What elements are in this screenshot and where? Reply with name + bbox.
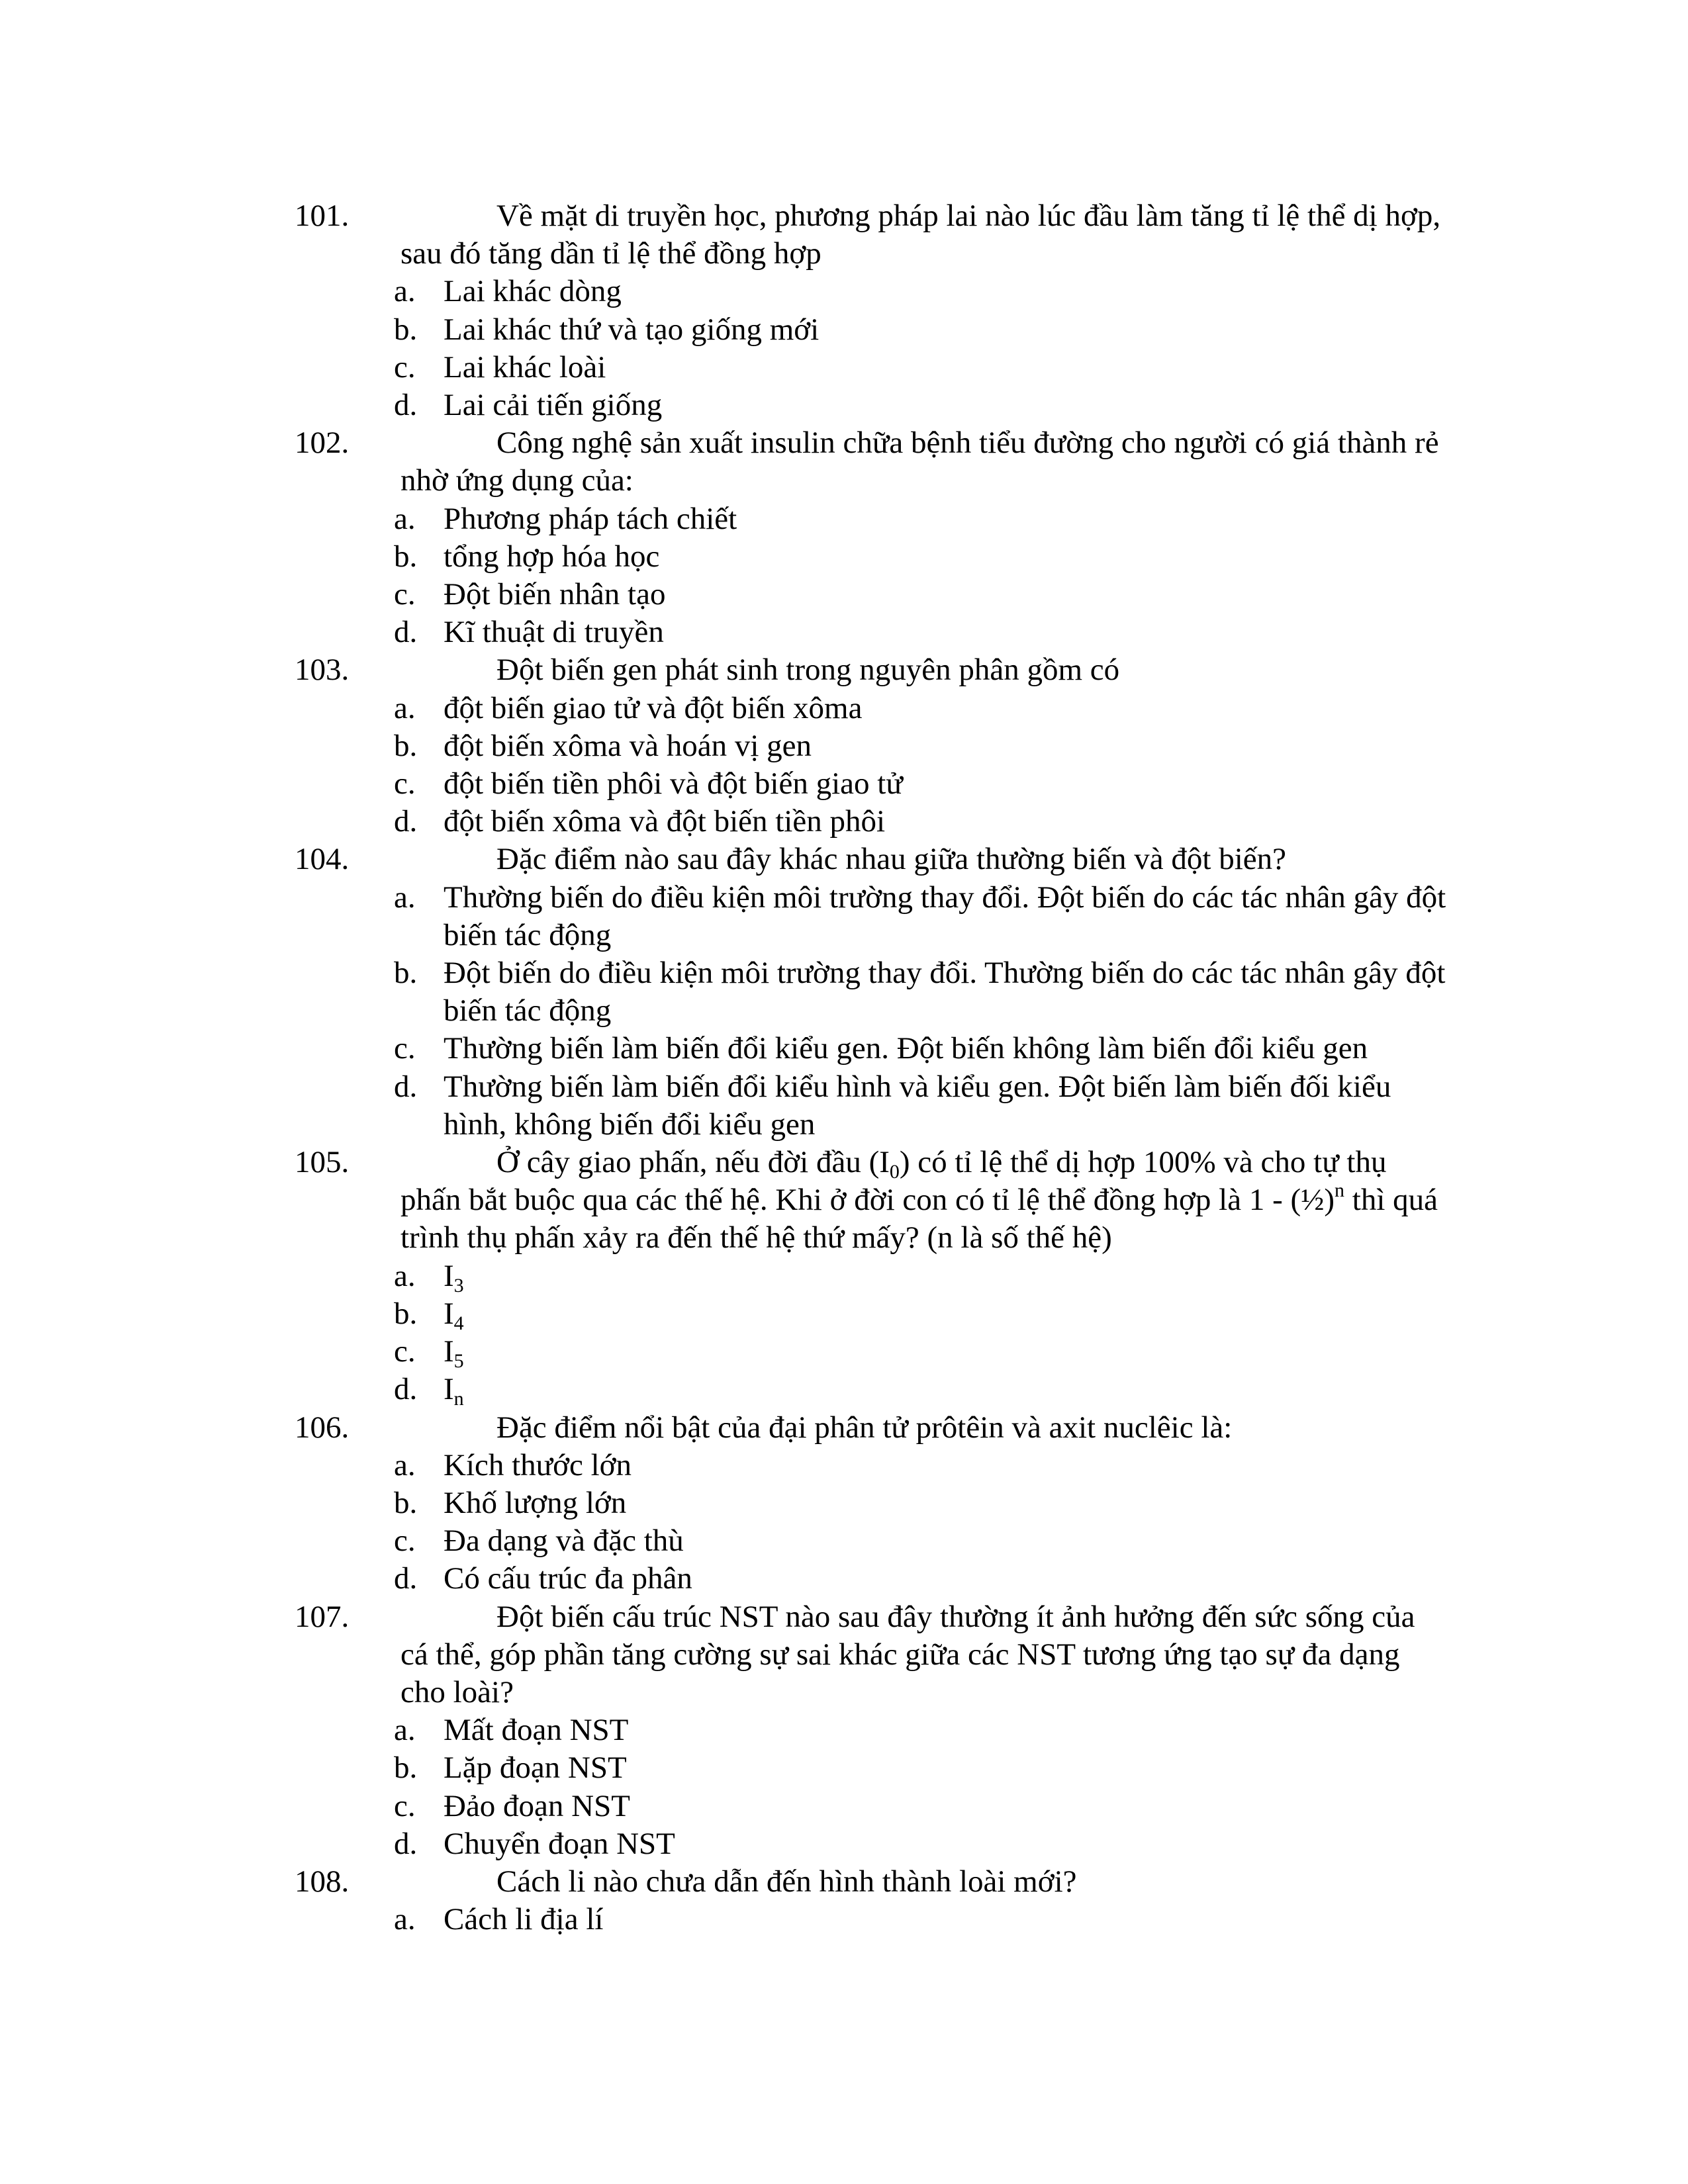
question-stem — [295, 651, 1446, 689]
question-106 — [295, 1409, 1446, 1598]
option-text: Có cấu trúc đa phân — [444, 1561, 692, 1596]
option-list — [295, 1901, 1446, 1938]
option-list — [295, 500, 1446, 652]
question-list — [295, 197, 1446, 1938]
option-c — [295, 1030, 1446, 1068]
option-text: Mất đoạn NST — [444, 1713, 629, 1748]
option-letter: d. — [394, 615, 418, 650]
subscript: n — [453, 1388, 464, 1410]
question-text: Về mặt di truyền học, phương pháp lai nào lúc đầu làm tăng tỉ lệ thể dị hợp, sau đó tăng dần tỉ lệ thể đồng hợp — [400, 199, 1441, 271]
question-102 — [295, 424, 1446, 651]
question-number: 102. — [295, 426, 350, 461]
option-c — [295, 1788, 1446, 1825]
option-text: I — [444, 1372, 454, 1407]
option-text: Thường biến do điều kiện môi trường thay đổi. Đột biến do các tác nhân gây đột biến tác động — [444, 880, 1446, 952]
question-text-part: Ở cây giao phấn, nếu đời đầu (I — [496, 1145, 890, 1180]
option-a — [295, 500, 1446, 538]
option-letter: a. — [394, 690, 416, 725]
option-c — [295, 1522, 1446, 1560]
question-stem — [295, 1598, 1446, 1712]
question-103 — [295, 651, 1446, 841]
question-stem — [295, 1863, 1446, 1901]
option-letter: b. — [394, 312, 418, 347]
option-c — [295, 576, 1446, 614]
option-text: Đảo đoạn NST — [444, 1788, 630, 1823]
option-text: Kĩ thuật di truyền — [444, 615, 664, 650]
option-c — [295, 1333, 1446, 1371]
option-text: Lai khác loài — [444, 349, 606, 385]
option-b — [295, 538, 1446, 576]
option-letter: b. — [394, 1296, 418, 1331]
option-b — [295, 1749, 1446, 1787]
question-stem — [295, 197, 1446, 273]
option-text: Lai khác thứ và tạo giống mới — [444, 312, 820, 347]
question-number: 101. — [295, 199, 350, 233]
option-letter: d. — [394, 1561, 418, 1596]
option-letter: c. — [394, 577, 416, 612]
option-list — [295, 690, 1446, 841]
question-number: 106. — [295, 1410, 350, 1445]
option-c — [295, 765, 1446, 803]
option-d — [295, 1371, 1446, 1408]
option-text: Đa dạng và đặc thù — [444, 1524, 684, 1559]
option-text: Lai cải tiến giống — [444, 388, 663, 423]
question-text: Cách li nào chưa dẫn đến hình thành loài mới? — [496, 1864, 1077, 1899]
option-d — [295, 1068, 1446, 1144]
question-number: 104. — [295, 842, 350, 877]
option-letter: b. — [394, 956, 418, 991]
option-d — [295, 1560, 1446, 1598]
option-letter: d. — [394, 388, 418, 423]
option-list — [295, 1711, 1446, 1863]
question-text: Đột biến cấu trúc NST nào sau đây thường ít ảnh hưởng đến sức sống của cá thể, góp phần tăng cường sự sai khác giữa các NST tương ứng tạo sự đa dạng cho loài? — [400, 1599, 1415, 1709]
option-letter: b. — [394, 1751, 418, 1786]
option-text: đột biến xôma và hoán vị gen — [444, 728, 812, 763]
question-text-part: thì quá trình thụ phấn xảy ra đến thế hệ thứ mấy? (n là số thế hệ) — [400, 1183, 1438, 1255]
option-letter: b. — [394, 539, 418, 574]
option-b — [295, 1295, 1446, 1333]
question-stem — [295, 1409, 1446, 1447]
option-text: Cách li địa lí — [444, 1902, 604, 1937]
option-letter: b. — [394, 728, 418, 763]
option-list — [295, 1447, 1446, 1598]
question-number: 107. — [295, 1599, 350, 1634]
option-text: đột biến tiền phôi và đột biến giao tử — [444, 766, 903, 801]
option-letter: d. — [394, 1826, 418, 1861]
subscript: 0 — [889, 1161, 900, 1183]
option-letter: a. — [394, 880, 416, 915]
option-c — [295, 349, 1446, 387]
option-letter: c. — [394, 1524, 416, 1559]
option-a — [295, 1901, 1446, 1938]
option-letter: c. — [394, 766, 416, 801]
question-text-part: ) có tỉ lệ thể dị hợp 100% và cho tự thụ phấn bắt buộc qua các thế hệ. Khi ở đời con có tỉ lệ thể đồng hợp là 1 - (½) — [400, 1145, 1387, 1218]
option-text: Kích thước lớn — [444, 1447, 632, 1482]
option-d — [295, 614, 1446, 651]
option-letter: c. — [394, 349, 416, 385]
option-letter: d. — [394, 1372, 418, 1407]
option-letter: a. — [394, 1713, 416, 1748]
question-number: 108. — [295, 1864, 350, 1899]
option-letter: a. — [394, 274, 416, 309]
question-107 — [295, 1598, 1446, 1863]
question-104 — [295, 841, 1446, 1144]
option-text: Đột biến nhân tạo — [444, 577, 666, 612]
subscript: 5 — [453, 1350, 464, 1373]
option-text: đột biến xôma và đột biến tiền phôi — [444, 804, 886, 839]
option-a — [295, 690, 1446, 727]
question-text: Đặc điểm nào sau đây khác nhau giữa thường biến và đột biến? — [496, 842, 1286, 877]
option-text: Thường biến làm biến đổi kiểu gen. Đột biến không làm biến đổi kiểu gen — [444, 1031, 1368, 1066]
option-text: Lặp đoạn NST — [444, 1751, 627, 1786]
option-a — [295, 879, 1446, 954]
question-number: 105. — [295, 1145, 350, 1180]
option-list — [295, 273, 1446, 424]
option-letter: c. — [394, 1031, 416, 1066]
option-text: I — [444, 1334, 454, 1369]
question-stem — [295, 424, 1446, 500]
option-letter: c. — [394, 1334, 416, 1369]
question-text: Công nghệ sản xuất insulin chữa bệnh tiểu đường cho người có giá thành rẻ nhờ ứng dụng của: — [400, 426, 1439, 498]
question-number: 103. — [295, 653, 350, 688]
superscript: n — [1335, 1179, 1345, 1202]
question-105 — [295, 1144, 1446, 1408]
subscript: 4 — [453, 1312, 464, 1334]
option-text: Khố lượng lớn — [444, 1485, 627, 1520]
option-letter: b. — [394, 1485, 418, 1520]
question-text: Đặc điểm nổi bật của đại phân tử prôtêin và axit nuclêic là: — [496, 1410, 1233, 1445]
option-letter: a. — [394, 501, 416, 536]
option-text: Đột biến do điều kiện môi trường thay đổi. Thường biến do các tác nhân gây đột biến tác động — [444, 956, 1446, 1028]
option-b — [295, 954, 1446, 1030]
question-text: Đột biến gen phát sinh trong nguyên phân gồm có — [496, 653, 1120, 688]
option-letter: d. — [394, 804, 418, 839]
question-108 — [295, 1863, 1446, 1938]
option-text: I — [444, 1296, 454, 1331]
subscript: 3 — [453, 1274, 464, 1297]
option-a — [295, 1711, 1446, 1749]
option-text: I — [444, 1258, 454, 1293]
option-b — [295, 727, 1446, 765]
option-d — [295, 1825, 1446, 1863]
option-text: Lai khác dòng — [444, 274, 622, 309]
option-text: tổng hợp hóa học — [444, 539, 660, 574]
option-a — [295, 1447, 1446, 1484]
option-letter: c. — [394, 1788, 416, 1823]
option-a — [295, 1257, 1446, 1295]
option-letter: a. — [394, 1258, 416, 1293]
option-letter: d. — [394, 1069, 418, 1104]
option-text: đột biến giao tử và đột biến xôma — [444, 690, 863, 725]
option-b — [295, 1484, 1446, 1522]
question-stem — [295, 1144, 1446, 1257]
option-text: Chuyển đoạn NST — [444, 1826, 675, 1861]
option-list — [295, 879, 1446, 1144]
option-d — [295, 803, 1446, 841]
option-letter: a. — [394, 1902, 416, 1937]
question-text — [400, 1144, 1446, 1257]
option-d — [295, 387, 1446, 424]
option-b — [295, 311, 1446, 349]
option-list — [295, 1257, 1446, 1409]
option-letter: a. — [394, 1447, 416, 1482]
question-101 — [295, 197, 1446, 424]
option-a — [295, 273, 1446, 310]
question-stem — [295, 841, 1446, 878]
option-text: Thường biến làm biến đổi kiểu hình và kiểu gen. Đột biến làm biến đối kiểu hình, không biến đổi kiểu gen — [444, 1069, 1391, 1142]
option-text: Phương pháp tách chiết — [444, 501, 737, 536]
